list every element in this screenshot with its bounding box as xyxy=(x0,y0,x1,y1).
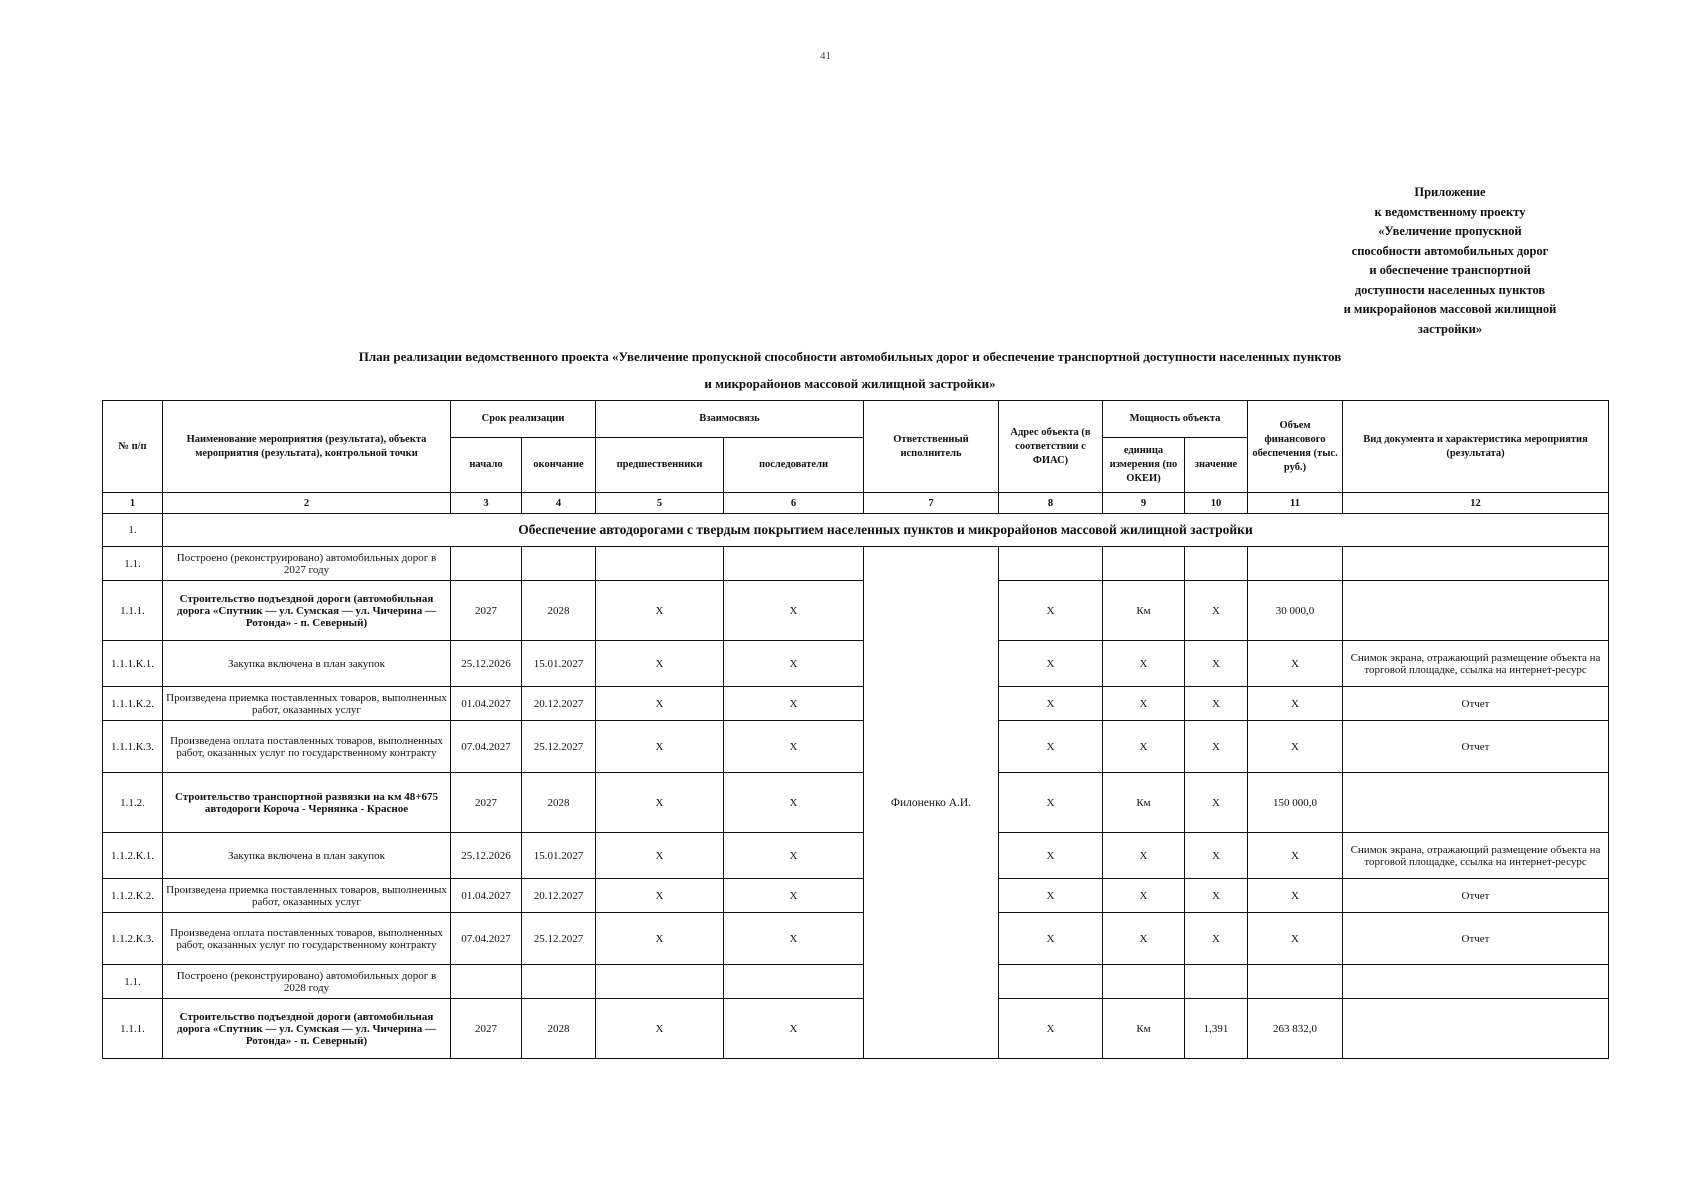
row-followers xyxy=(724,547,864,581)
row-start: 2027 xyxy=(451,999,522,1059)
row-name: Построено (реконструировано) автомобильных дорог в 2028 году xyxy=(163,965,451,999)
section-title: Обеспечение автодорогами с твердым покрытием населенных пунктов и микрорайонов массовой жилищной застройки xyxy=(163,514,1609,547)
row-finance: X xyxy=(1248,879,1343,913)
row-name: Строительство подъездной дороги (автомобильная дорога «Спутник — ул. Сумская — ул. Чичерина — Ротонда» - п. Северный) xyxy=(163,999,451,1059)
row-predecessors: X xyxy=(596,581,724,641)
row-predecessors: X xyxy=(596,833,724,879)
row-unit: Км xyxy=(1103,999,1185,1059)
plan-title xyxy=(200,343,1500,397)
row-finance: X xyxy=(1248,687,1343,721)
row-followers: X xyxy=(724,833,864,879)
row-unit: Км xyxy=(1103,581,1185,641)
row-name: Произведена оплата поставленных товаров, выполненных работ, оказанных услуг по государственному контракту xyxy=(163,913,451,965)
row-number: 1.1.2.К.1. xyxy=(103,833,163,879)
col-number: 9 xyxy=(1103,493,1185,514)
row-doc: Снимок экрана, отражающий размещение объекта на торговой площадке, ссылка на интернет-ресурс xyxy=(1343,833,1609,879)
row-start xyxy=(451,965,522,999)
row-number: 1.1.1.К.2. xyxy=(103,687,163,721)
row-predecessors: X xyxy=(596,773,724,833)
header-finance: Объем финансового обеспечения (тыс. руб.) xyxy=(1248,401,1343,493)
row-doc xyxy=(1343,581,1609,641)
appendix-line: и микрорайонов массовой жилищной xyxy=(1343,302,1557,316)
row-number: 1.1.1.К.3. xyxy=(103,721,163,773)
row-value: X xyxy=(1185,641,1248,687)
plan-title-line: и микрорайонов массовой жилищной застройки» xyxy=(704,376,996,391)
row-number: 1.1. xyxy=(103,965,163,999)
row-predecessors: X xyxy=(596,999,724,1059)
row-unit xyxy=(1103,547,1185,581)
row-name: Произведена оплата поставленных товаров, выполненных работ, оказанных услуг по государственному контракту xyxy=(163,721,451,773)
row-number: 1.1.2. xyxy=(103,773,163,833)
appendix-line: и обеспечение транспортной xyxy=(1369,263,1531,277)
row-end: 2028 xyxy=(522,581,596,641)
row-number: 1.1.1. xyxy=(103,999,163,1059)
header-unit: единица измерения (по ОКЕИ) xyxy=(1103,438,1185,493)
row-value: X xyxy=(1185,773,1248,833)
row-value: X xyxy=(1185,913,1248,965)
row-doc: Отчет xyxy=(1343,687,1609,721)
col-number: 11 xyxy=(1248,493,1343,514)
row-followers: X xyxy=(724,721,864,773)
row-followers: X xyxy=(724,687,864,721)
col-number: 3 xyxy=(451,493,522,514)
col-number: 2 xyxy=(163,493,451,514)
row-start: 07.04.2027 xyxy=(451,721,522,773)
row-finance xyxy=(1248,965,1343,999)
appendix-line: «Увеличение пропускной xyxy=(1378,224,1522,238)
row-address: X xyxy=(999,721,1103,773)
row-number: 1.1.1.К.1. xyxy=(103,641,163,687)
row-followers: X xyxy=(724,879,864,913)
header-relation: Взаимосвязь xyxy=(596,401,864,438)
row-end: 2028 xyxy=(522,999,596,1059)
row-followers xyxy=(724,965,864,999)
header-capacity: Мощность объекта xyxy=(1103,401,1248,438)
row-address: X xyxy=(999,913,1103,965)
row-unit: X xyxy=(1103,879,1185,913)
row-unit: X xyxy=(1103,641,1185,687)
header-followers: последователи xyxy=(724,438,864,493)
header-end: окончание xyxy=(522,438,596,493)
row-followers: X xyxy=(724,641,864,687)
row-value: 1,391 xyxy=(1185,999,1248,1059)
row-end: 15.01.2027 xyxy=(522,641,596,687)
col-number: 6 xyxy=(724,493,864,514)
row-end: 20.12.2027 xyxy=(522,879,596,913)
row-name: Закупка включена в план закупок xyxy=(163,641,451,687)
row-end: 25.12.2027 xyxy=(522,721,596,773)
row-doc: Отчет xyxy=(1343,721,1609,773)
header-address: Адрес объекта (в соответствии с ФИАС) xyxy=(999,401,1103,493)
row-followers: X xyxy=(724,581,864,641)
row-name: Произведена приемка поставленных товаров, выполненных работ, оказанных услуг xyxy=(163,687,451,721)
col-number: 5 xyxy=(596,493,724,514)
table-row xyxy=(103,965,1609,999)
row-value: X xyxy=(1185,833,1248,879)
appendix-line: застройки» xyxy=(1417,321,1483,336)
row-finance: X xyxy=(1248,721,1343,773)
col-number: 12 xyxy=(1343,493,1609,514)
row-doc: Отчет xyxy=(1343,879,1609,913)
row-finance: X xyxy=(1248,833,1343,879)
row-doc: Отчет xyxy=(1343,913,1609,965)
row-name: Закупка включена в план закупок xyxy=(163,833,451,879)
row-name: Построено (реконструировано) автомобильных дорог в 2027 году xyxy=(163,547,451,581)
row-predecessors xyxy=(596,965,724,999)
appendix-line: Приложение xyxy=(1414,185,1486,199)
row-doc: Снимок экрана, отражающий размещение объекта на торговой площадке, ссылка на интернет-ресурс xyxy=(1343,641,1609,687)
table-row xyxy=(103,547,1609,581)
row-finance: X xyxy=(1248,641,1343,687)
row-predecessors: X xyxy=(596,879,724,913)
row-followers: X xyxy=(724,913,864,965)
row-value xyxy=(1185,965,1248,999)
row-address: X xyxy=(999,833,1103,879)
row-value: X xyxy=(1185,581,1248,641)
row-address: X xyxy=(999,581,1103,641)
row-end: 25.12.2027 xyxy=(522,913,596,965)
section-no: 1. xyxy=(103,514,163,547)
row-finance: 150 000,0 xyxy=(1248,773,1343,833)
plan-table xyxy=(102,400,1609,1059)
row-unit: X xyxy=(1103,833,1185,879)
row-end: 15.01.2027 xyxy=(522,833,596,879)
row-finance: X xyxy=(1248,913,1343,965)
row-predecessors xyxy=(596,547,724,581)
row-unit: Км xyxy=(1103,773,1185,833)
row-name: Строительство транспортной развязки на км 48+675 автодороги Короча - Чернянка - Красное xyxy=(163,773,451,833)
row-value xyxy=(1185,547,1248,581)
row-followers: X xyxy=(724,999,864,1059)
table-row xyxy=(103,581,1609,641)
row-end: 2028 xyxy=(522,773,596,833)
header-doc: Вид документа и характеристика мероприятия (результата) xyxy=(1343,401,1609,493)
row-address xyxy=(999,547,1103,581)
row-followers: X xyxy=(724,773,864,833)
row-start: 25.12.2026 xyxy=(451,641,522,687)
appendix-line: к ведомственному проекту xyxy=(1374,204,1526,219)
row-doc xyxy=(1343,773,1609,833)
row-doc xyxy=(1343,999,1609,1059)
col-number: 4 xyxy=(522,493,596,514)
row-predecessors: X xyxy=(596,913,724,965)
header-term: Срок реализации xyxy=(451,401,596,438)
column-numbers-row xyxy=(103,493,1609,514)
row-address: X xyxy=(999,773,1103,833)
page-number: 41 xyxy=(820,50,831,62)
row-start: 01.04.2027 xyxy=(451,879,522,913)
row-finance xyxy=(1248,547,1343,581)
section-row xyxy=(103,514,1609,547)
table-row xyxy=(103,879,1609,913)
table-row xyxy=(103,721,1609,773)
row-start xyxy=(451,547,522,581)
row-address: X xyxy=(999,879,1103,913)
row-start: 2027 xyxy=(451,773,522,833)
row-finance: 30 000,0 xyxy=(1248,581,1343,641)
row-end xyxy=(522,547,596,581)
row-predecessors: X xyxy=(596,721,724,773)
row-number: 1.1.2.К.2. xyxy=(103,879,163,913)
row-start: 2027 xyxy=(451,581,522,641)
row-start: 01.04.2027 xyxy=(451,687,522,721)
row-number: 1.1.2.К.3. xyxy=(103,913,163,965)
row-number: 1.1.1. xyxy=(103,581,163,641)
col-number: 1 xyxy=(103,493,163,514)
row-value: X xyxy=(1185,687,1248,721)
row-number: 1.1. xyxy=(103,547,163,581)
row-start: 07.04.2027 xyxy=(451,913,522,965)
row-value: X xyxy=(1185,721,1248,773)
table-row xyxy=(103,913,1609,965)
row-doc xyxy=(1343,547,1609,581)
row-address: X xyxy=(999,641,1103,687)
row-address xyxy=(999,965,1103,999)
row-name: Строительство подъездной дороги (автомобильная дорога «Спутник — ул. Сумская — ул. Чичерина — Ротонда» - п. Северный) xyxy=(163,581,451,641)
row-finance: 263 832,0 xyxy=(1248,999,1343,1059)
col-number: 10 xyxy=(1185,493,1248,514)
row-unit: X xyxy=(1103,687,1185,721)
col-number: 7 xyxy=(864,493,999,514)
header-value: значение xyxy=(1185,438,1248,493)
row-end xyxy=(522,965,596,999)
table-row xyxy=(103,999,1609,1059)
header-predecessors: предшественники xyxy=(596,438,724,493)
header-name: Наименование мероприятия (результата), объекта мероприятия (результата), контрольной точки xyxy=(163,401,451,493)
row-unit xyxy=(1103,965,1185,999)
appendix-line: доступности населенных пунктов xyxy=(1354,282,1546,297)
row-predecessors: X xyxy=(596,687,724,721)
row-address: X xyxy=(999,687,1103,721)
executor-cell: Филоненко А.И. xyxy=(864,547,999,1059)
row-unit: X xyxy=(1103,913,1185,965)
appendix-line: способности автомобильных дорог xyxy=(1351,243,1549,258)
table-row xyxy=(103,773,1609,833)
appendix-block xyxy=(1320,183,1580,339)
row-doc xyxy=(1343,965,1609,999)
table-row xyxy=(103,833,1609,879)
plan-title-line: План реализации ведомственного проекта «Увеличение пропускной способности автомобильных дорог и обеспечение транспортной доступности населенных пунктов xyxy=(358,349,1342,364)
header-executor: Ответственный исполнитель xyxy=(864,401,999,493)
header-no: № п/п xyxy=(103,401,163,493)
row-start: 25.12.2026 xyxy=(451,833,522,879)
table-row xyxy=(103,687,1609,721)
col-number: 8 xyxy=(999,493,1103,514)
row-value: X xyxy=(1185,879,1248,913)
row-name: Произведена приемка поставленных товаров, выполненных работ, оказанных услуг xyxy=(163,879,451,913)
row-end: 20.12.2027 xyxy=(522,687,596,721)
row-predecessors: X xyxy=(596,641,724,687)
row-address: X xyxy=(999,999,1103,1059)
table-row xyxy=(103,641,1609,687)
header-start: начало xyxy=(451,438,522,493)
row-unit: X xyxy=(1103,721,1185,773)
